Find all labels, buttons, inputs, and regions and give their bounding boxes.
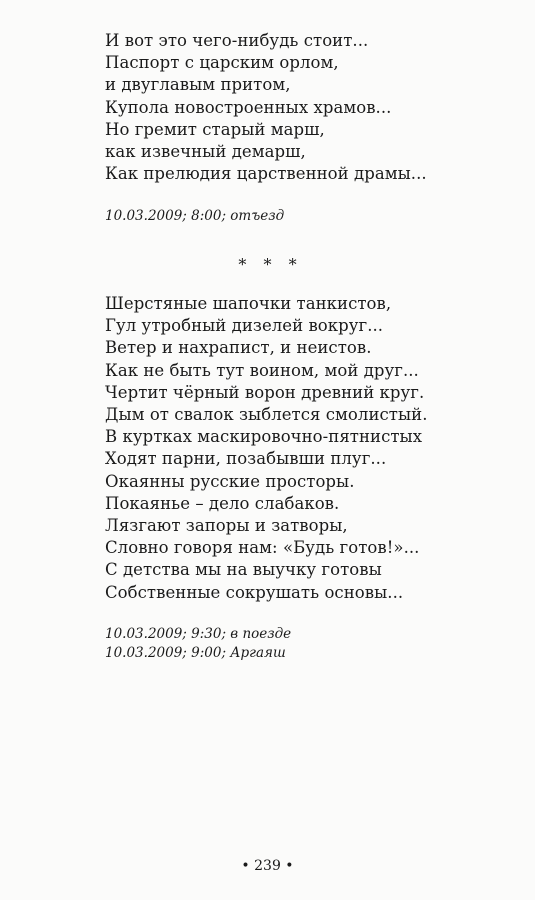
page-number: • 239 • [241, 858, 294, 874]
poem-line: Шерстяные шапочки танкистов, [105, 294, 392, 313]
poem-line: Как не быть тут воином, мой друг... [105, 360, 419, 380]
poem-line: Ходят парни, позабывши плуг... [105, 449, 387, 469]
section-separator: * * * [238, 255, 303, 274]
poem-line: Но гремит старый марш, [105, 119, 325, 139]
poem-line: Паспорт с царским орлом, [105, 53, 339, 73]
poem-1-dateline: 10.03.2009; 8:00; отъезд [105, 208, 285, 224]
poem-2-dateline: 10.03.2009; 9:00; Аргаяш [105, 645, 286, 661]
poem-line: Собственные сокрушать основы... [105, 582, 404, 602]
poem-line: Словно говоря нам: «Будь готов!»... [105, 538, 420, 558]
poem-line: Ветер и нахрапист, и неистов. [105, 338, 372, 358]
poem-line: Лязгают запоры и затворы, [105, 516, 348, 536]
poem-line: и двуглавым притом, [105, 75, 291, 95]
poem-line: Покаянье – дело слабаков. [105, 493, 340, 513]
poem-line: С детства мы на выучку готовы [105, 560, 382, 580]
poem-line: Чертит чёрный ворон древний круг. [105, 382, 425, 402]
poem-2-stanza [105, 293, 428, 604]
poem-line: Купола новостроенных храмов... [105, 97, 392, 117]
poem-line: как извечный демарш, [105, 142, 306, 162]
poem-line: Как прелюдия царственной драмы... [105, 164, 427, 184]
poem-1-stanza [105, 30, 427, 185]
poem-line: Гул утробный дизелей вокруг... [105, 316, 384, 336]
poem-line: И вот это чего-нибудь стоит... [105, 31, 369, 50]
poem-line: В куртках маскировочно-пятнистых [105, 427, 423, 447]
poem-line: Окаянны русские просторы. [105, 471, 355, 491]
poem-line: Дым от свалок зыблется смолистый. [105, 405, 428, 425]
poem-2-dateline: 10.03.2009; 9:30; в поезде [105, 626, 292, 642]
